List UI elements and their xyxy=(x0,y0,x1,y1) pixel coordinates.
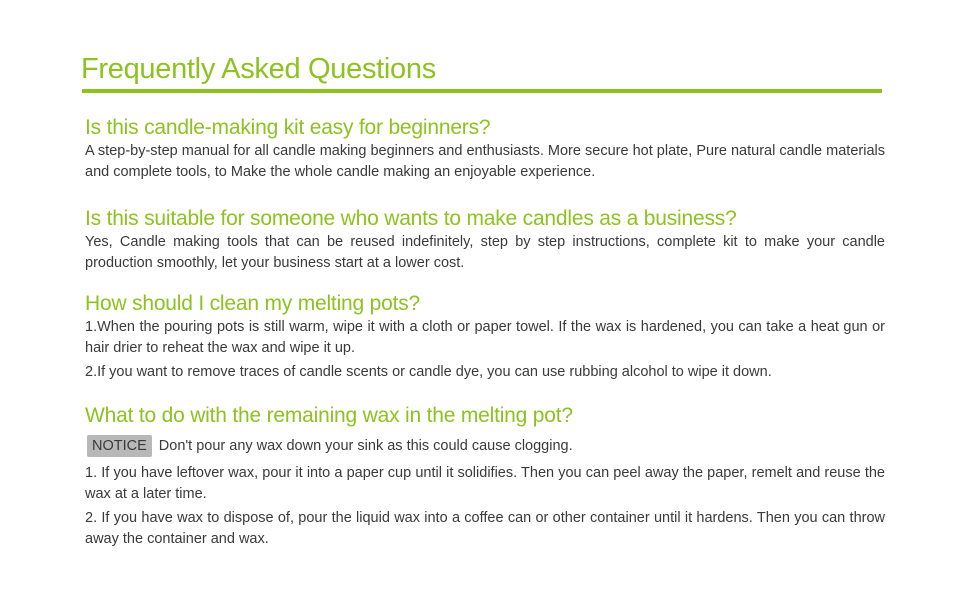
faq-answer: Yes, Candle making tools that can be reused indefinitely, step by step instructions, complete kit to make your candle production smoothly, let your business start at a lower cost. xyxy=(85,234,885,271)
faq-answer: 2. If you have wax to dispose of, pour the liquid wax into a coffee can or other container until it hardens. Then you can throw away the container and wax. xyxy=(85,510,885,547)
page-title: Frequently Asked Questions xyxy=(81,53,436,85)
faq-question: What to do with the remaining wax in the melting pot? xyxy=(85,404,573,427)
notice-row xyxy=(85,435,885,457)
notice-text: Don't pour any wax down your sink as this could cause clogging. xyxy=(158,438,573,454)
faq-answer: 1.When the pouring pots is still warm, wipe it with a cloth or paper towel. If the wax is hardened, you can take a heat gun or hair drier to reheat the wax and wipe it up. xyxy=(85,319,885,356)
title-underline xyxy=(82,89,882,93)
faq-item-business xyxy=(85,206,885,273)
faq-question: Is this candle-making kit easy for beginners? xyxy=(85,116,491,139)
faq-answer: A step-by-step manual for all candle making beginners and enthusiasts. More secure hot plate, Pure natural candle materials and complete tools, to Make the whole candle making an enjoyable experience. xyxy=(85,143,885,180)
faq-question: How should I clean my melting pots? xyxy=(85,292,420,315)
faq-item-clean-pots xyxy=(85,291,885,383)
faq-answer: 1. If you have leftover wax, pour it into a paper cup until it solidifies. Then you can peel away the paper, remelt and reuse the wax at a later time. xyxy=(85,465,885,502)
faq-item-beginners xyxy=(85,115,885,182)
faq-question: Is this suitable for someone who wants to make candles as a business? xyxy=(85,207,737,230)
faq-item-remaining-wax xyxy=(85,403,885,549)
notice-badge: NOTICE xyxy=(87,435,152,457)
faq-answer: 2.If you want to remove traces of candle scents or candle dye, you can use rubbing alcohol to wipe it down. xyxy=(85,364,772,380)
